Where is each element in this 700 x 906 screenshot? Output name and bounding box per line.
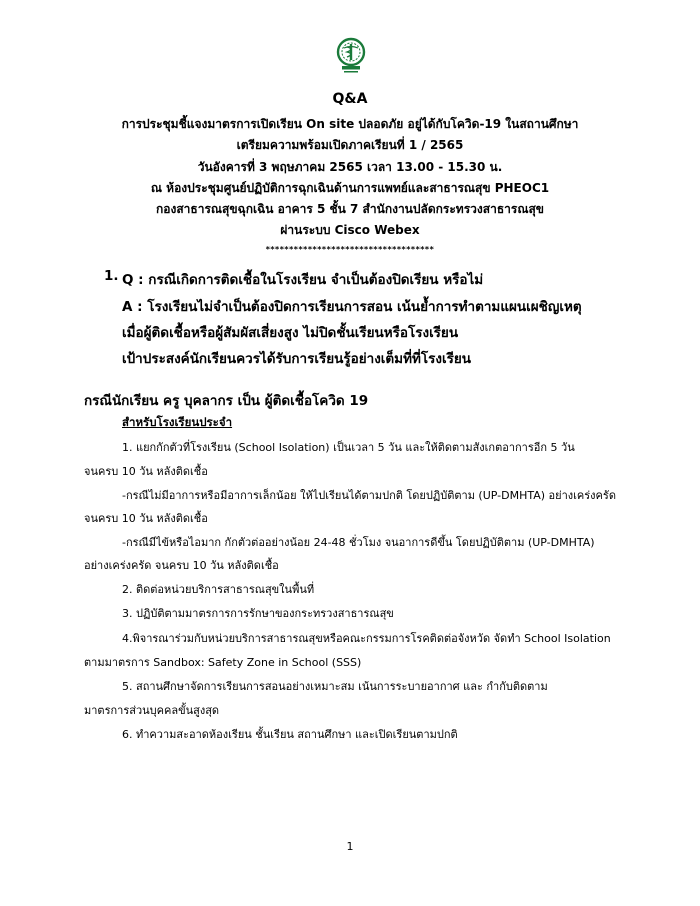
qa-number: 1. — [104, 268, 119, 284]
body-line: 1. แยกกักตัวที่โรงเรียน (School Isolation) เป็นเวลา 5 วัน และให้ติดตามสังเกตอาการอีก 5 วัน — [122, 441, 575, 454]
body-line: 3. ปฏิบัติตามมาตรการการรักษาของกระทรวงสาธารณสุข — [122, 607, 394, 620]
qa-answer-line-3: เป้าประสงค์นักเรียนควรได้รับการเรียนรู้อย่างเต็มที่ที่โรงเรียน — [122, 351, 471, 367]
section-heading: กรณีนักเรียน ครู บุคลากร เป็น ผู้ติดเชื้อโควิด 19 — [84, 393, 369, 409]
divider: ************************************ — [265, 245, 435, 254]
header-line-venue: ณ ห้องประชุมศูนย์ปฏิบัติการฉุกเฉินด้านการแพทย์และสาธารณสุข PHEOC1 — [150, 181, 550, 195]
department-of-health-logo — [330, 36, 372, 78]
qa-answer-line-2: เมื่อผู้ติดเชื้อหรือผู้สัมผัสเสี่ยงสูง ไม่ปิดชั้นเรียนหรือโรงเรียน — [122, 325, 459, 341]
header-line-date: วันอังคารที่ 3 พฤษภาคม 2565 เวลา 13.00 - 15.30 น. — [197, 160, 503, 174]
body-line: อย่างเคร่งครัด จนครบ 10 วัน หลังติดเชื้อ — [84, 559, 279, 572]
body-line: ตามมาตรการ Sandbox: Safety Zone in School (SSS) — [84, 656, 362, 669]
body-line: 5. สถานศึกษาจัดการเรียนการสอนอย่างเหมาะสม เน้นการระบายอากาศ และ กำกับติดตาม — [122, 680, 548, 693]
body-line: 6. ทำความสะอาดห้องเรียน ชั้นเรียน สถานศึกษา และเปิดเรียนตามปกติ — [122, 728, 458, 741]
body-line: -กรณีไม่มีอาการหรือมีอาการเล็กน้อย ให้ไปเรียนได้ตามปกติ โดยปฏิบัติตาม (UP-DMHTA) อย่างเคร่งครัด — [122, 489, 616, 502]
body-line: 2. ติดต่อหน่วยบริการสาธารณสุขในพื้นที่ — [122, 583, 315, 596]
section-subheading: สำหรับโรงเรียนประจำ — [122, 415, 233, 429]
header-line-building: กองสาธารณสุขฉุกเฉิน อาคาร 5 ชั้น 7 สำนักงานปลัดกระทรวงสาธารณสุข — [155, 202, 544, 216]
qa-question: Q : กรณีเกิดการติดเชื้อในโรงเรียน จำเป็นต้องปิดเรียน หรือไม่ — [122, 272, 484, 288]
page-number: 1 — [346, 840, 354, 853]
header-line-meeting: การประชุมชี้แจงมาตรการเปิดเรียน On site ปลอดภัย อยู่ได้กับโควิด-19 ในสถานศึกษา — [121, 117, 579, 131]
document-title: Q&A — [332, 91, 368, 107]
body-line: จนครบ 10 วัน หลังติดเชื้อ — [84, 512, 208, 525]
qa-answer-line-1: A : โรงเรียนไม่จำเป็นต้องปิดการเรียนการสอน เน้นย้ำการทำตามแผนเผชิญเหตุ — [122, 299, 582, 315]
body-line: -กรณีมีไข้หรือไอมาก กักตัวต่ออย่างน้อย 24-48 ชั่วโมง จนอาการดีขึ้น โดยปฏิบัติตาม (UP-DMHTA) — [122, 536, 595, 549]
body-line: มาตรการส่วนบุคคลขั้นสูงสุด — [84, 704, 220, 717]
header-line-semester: เตรียมความพร้อมเปิดภาคเรียนที่ 1 / 2565 — [236, 138, 464, 152]
body-line: 4.พิจารณาร่วมกับหน่วยบริการสาธารณสุขหรือคณะกรรมการโรคติดต่อจังหวัด จัดทำ School Isolation — [122, 632, 611, 645]
header-line-platform: ผ่านระบบ Cisco Webex — [280, 223, 420, 237]
body-line: จนครบ 10 วัน หลังติดเชื้อ — [84, 465, 208, 478]
